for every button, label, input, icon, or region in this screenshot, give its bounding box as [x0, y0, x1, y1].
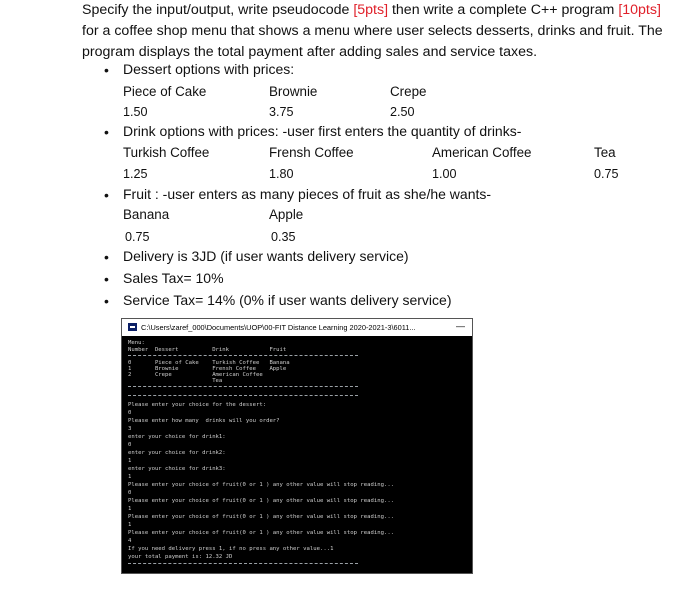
console-line: Please enter your choice of fruit(0 or 1 ) any other value will stop reading... — [128, 482, 395, 488]
drink-item: Frensh Coffee — [269, 145, 354, 160]
console-separator — [128, 395, 358, 397]
dessert-price: 1.50 — [123, 105, 148, 119]
dessert-item: Brownie — [269, 84, 318, 99]
console-line: 1 Brownie Frensh Coffee Apple — [128, 366, 287, 372]
intro-text-3: for a coffee shop menu that shows a menu where user selects desserts, drinks and fruit. The program displays the total payment after adding sales and service taxes. — [82, 23, 663, 60]
dessert-price: 3.75 — [269, 105, 294, 119]
console-line: Please enter your choice of fruit(0 or 1 ) any other value will stop reading... — [128, 514, 395, 520]
console-line: 4 — [128, 538, 132, 544]
console-line: If you need delivery press 1, if no press any other value...1 — [128, 546, 334, 552]
console-line: Please enter your choice for the dessert: — [128, 402, 267, 408]
dessert-item: Piece of Cake — [123, 84, 207, 99]
console-line: Please enter your choice of fruit(0 or 1 ) any other value will stop reading... — [128, 498, 395, 504]
console-line: your total payment is: 12.32 JD — [128, 554, 233, 560]
delivery-text: Delivery is 3JD (if user wants delivery service) — [123, 248, 409, 264]
console-title: C:\Users\zaref_000\Documents\UOP\00-FIT Distance Learning 2020-2021-3\6011... — [141, 323, 416, 332]
points-10: [10pts] — [618, 2, 661, 18]
points-5: [5pts] — [353, 2, 389, 18]
dessert-item: Crepe — [390, 84, 427, 99]
console-line: 1 — [128, 522, 132, 528]
dessert-heading: Dessert options with prices: — [123, 61, 295, 77]
console-line: Menu: — [128, 340, 145, 346]
bullet-dot: • — [104, 187, 109, 203]
dessert-price: 2.50 — [390, 105, 415, 119]
fruit-item: Apple — [269, 207, 304, 222]
console-line: Tea — [128, 378, 223, 384]
console-separator — [128, 563, 358, 565]
console-line: enter your choice for drink3: — [128, 466, 226, 472]
console-line: 0 — [128, 490, 132, 496]
fruit-item: Banana — [123, 207, 170, 222]
drink-price: 1.25 — [123, 167, 148, 181]
bullet-dot: • — [104, 293, 109, 309]
console-line: enter your choice for drink2: — [128, 450, 226, 456]
drink-price: 1.80 — [269, 167, 294, 181]
console-window — [121, 318, 473, 574]
drink-heading: Drink options with prices: -user first enters the quantity of drinks- — [123, 123, 522, 139]
console-line: Number Dessert Drink Fruit — [128, 347, 287, 353]
drink-price: 0.75 — [594, 167, 619, 181]
console-line: 2 Crepe American Coffee — [128, 372, 263, 378]
bullet-dot: • — [104, 249, 109, 265]
drink-item: American Coffee — [432, 145, 532, 160]
drink-item: Turkish Coffee — [123, 145, 210, 160]
console-line: enter your choice for drink1: — [128, 434, 226, 440]
fruit-price: 0.75 — [125, 230, 150, 244]
console-titlebar — [122, 319, 472, 336]
service-tax-text: Service Tax= 14% (0% if user wants delivery service) — [123, 292, 452, 308]
console-line: 1 — [128, 474, 132, 480]
console-line: 1 — [128, 458, 132, 464]
bullet-dot: • — [104, 124, 109, 140]
intro-paragraph — [82, 0, 672, 63]
bullet-dot: • — [104, 62, 109, 78]
fruit-price: 0.35 — [271, 230, 296, 244]
console-line: Please enter your choice of fruit(0 or 1 ) any other value will stop reading... — [128, 530, 395, 536]
minimize-icon[interactable]: — — [456, 321, 465, 331]
fruit-heading: Fruit : -user enters as many pieces of fruit as she/he wants- — [123, 186, 492, 202]
console-app-icon — [128, 323, 137, 331]
intro-text-2: then write a complete C++ program — [388, 2, 615, 18]
console-line: 0 — [128, 442, 132, 448]
bullet-dot: • — [104, 271, 109, 287]
console-separator — [128, 355, 358, 357]
console-separator — [128, 386, 358, 388]
console-line: 3 — [128, 426, 132, 432]
drink-price: 1.00 — [432, 167, 457, 181]
console-line: 0 Piece of Cake Turkish Coffee Banana — [128, 360, 290, 366]
sales-tax-text: Sales Tax= 10% — [123, 270, 224, 286]
console-line: Please enter how many drinks will you order? — [128, 418, 280, 424]
drink-item: Tea — [594, 145, 616, 160]
console-line: 1 — [128, 506, 132, 512]
intro-text-1: Specify the input/output, write pseudocode — [82, 2, 354, 18]
console-line: 0 — [128, 410, 132, 416]
